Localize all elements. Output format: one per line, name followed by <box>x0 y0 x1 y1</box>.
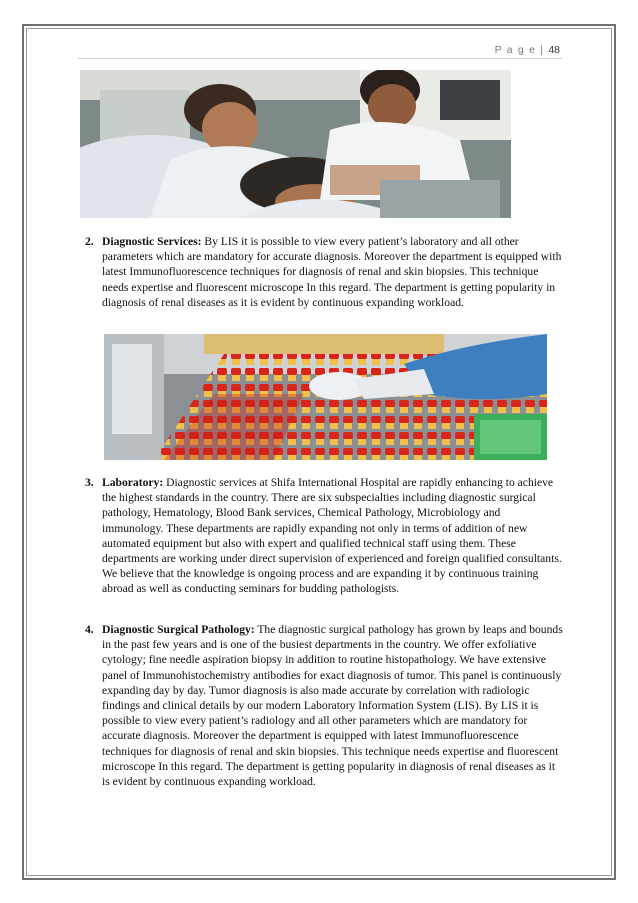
item-text: By LIS it is possible to view every patient’s laboratory and all other parameters which are mandatory for accurate diagnosis. Moreover the department is equipped with latest Immunofluorescence techniques for diagnosis of renal and skin biopsies. This technique needs expertise and fluorescent microscope In this regard. The department is getting popularity in diagnosis of renal diseases as it is evident by continuous expanding workload. <box>102 235 562 309</box>
item-term: Diagnostic Surgical Pathology: <box>102 623 255 636</box>
list-marker: 3. <box>85 476 94 489</box>
laboratory-blood-sample-tubes-photo <box>104 334 547 460</box>
list-marker: 4. <box>85 623 94 636</box>
item-term: Diagnostic Services: <box>102 235 202 248</box>
item-text: Diagnostic services at Shifa International Hospital are rapidly enhancing to achieve the highest standards in the country. There are six subspecialties including diagnostic surgical pathology, Hematology, Blood Bank services, Chemical Pathology, Microbiology and immunology. These departments are rapidly expanding not only in terms of addition of new automated equipment but also with expert and qualified technical staff using them. These departments are working under direct supervision of experienced and foreign qualified consultants. We believe that the knowledge is ongoing process and are expanding it by continuous training abroad as well as conducting seminars for budding pathologists. <box>102 476 562 596</box>
list-item-laboratory <box>85 475 564 597</box>
list-item-diagnostic-services <box>85 234 564 310</box>
page-number: 48 <box>548 44 560 56</box>
page-header <box>420 44 560 56</box>
list-marker: 2. <box>85 235 94 248</box>
list-item-diagnostic-surgical-pathology <box>85 622 564 789</box>
item-term: Laboratory: <box>102 476 164 489</box>
header-rule <box>78 58 562 59</box>
item-text: The diagnostic surgical pathology has grown by leaps and bounds in the past few years and is one of the busiest departments in the country. We offer exfoliative cytology; fine needle aspiration biopsy in addition to routine histopathology. We have extensive panel of Immunohistochemistry antibodies for exact diagnosis of tumor. This panel is continuously expanding day by day. Tumor diagnosis is also made accurate by correlation with radiologic findings and clinical details by our modern Laboratory Information System (LIS). By LIS it is possible to view every patient’s radiology and all other parameters which are mandatory for accurate diagnosis. Moreover the department is equipped with latest Immunofluorescence techniques for diagnosis of renal and skin biopsies. This technique needs expertise and fluorescent microscope In this regard. The department is getting popularity in diagnosis of renal diseases as it is evident by continuous expanding workload. <box>102 623 563 789</box>
page-separator: | <box>540 44 545 56</box>
page-label: P a g e <box>494 44 537 56</box>
doctors-attending-patient-photo <box>80 70 511 218</box>
